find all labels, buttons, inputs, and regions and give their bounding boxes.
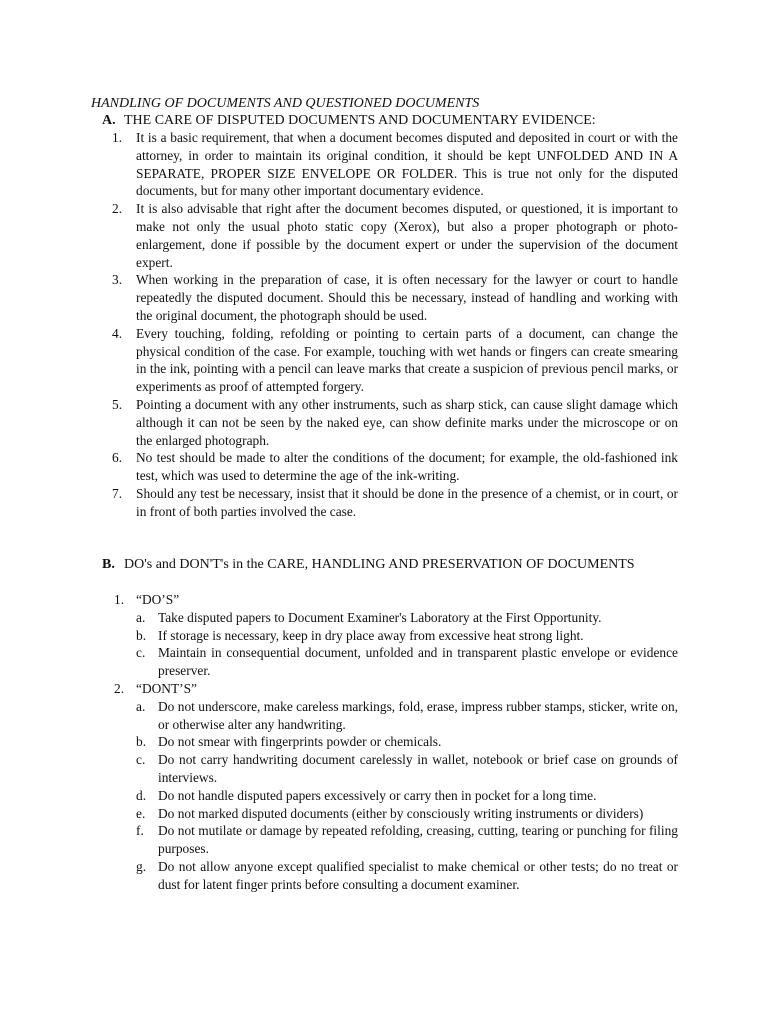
list-item <box>136 858 678 894</box>
document-title: HANDLING OF DOCUMENTS AND QUESTIONED DOCUMENTS <box>91 96 480 111</box>
item-number: 2. <box>112 201 123 217</box>
item-letter: e. <box>136 805 146 821</box>
list-item <box>136 698 678 734</box>
item-letter: d. <box>136 787 147 803</box>
item-text: It is a basic requirement, that when a document becomes disputed and deposited in court or with the attorney, in order to maintain its original condition, it should be kept UNFOLDED AND IN A SEPARATE, PROPER SIZE ENVELOPE OR FOLDER. This is true not only for the disputed documents, but for many other important documentary evidence. <box>136 130 678 199</box>
item-text: Do not carry handwriting document carelessly in wallet, notebook or brief case on grounds of interviews. <box>158 752 678 785</box>
dos-list <box>114 609 678 680</box>
item-letter: f. <box>136 823 144 839</box>
list-item <box>112 325 678 396</box>
item-number: 5. <box>112 396 123 412</box>
section-b-letter: B. <box>102 557 115 572</box>
section-b-heading-text: DO's and DON'T's in the CARE, HANDLING AND PRESERVATION OF DOCUMENTS <box>124 557 635 572</box>
item-letter: c. <box>136 645 146 661</box>
section-a-list <box>112 129 678 521</box>
item-text: Do not underscore, make careless markings, fold, erase, impress rubber stamps, sticker, write on, or otherwise alter any handwriting. <box>158 698 678 732</box>
list-item <box>136 822 678 858</box>
item-number: 3. <box>112 272 123 288</box>
item-number: 1. <box>112 130 123 145</box>
item-text: Pointing a document with any other instruments, such as sharp stick, can cause slight damage which although it can not be seen by the naked eye, can show definite marks under the microscope or on the enlarged photograph. <box>136 396 678 448</box>
section-b-list <box>114 591 678 894</box>
item-text: Maintain in consequential document, unfolded and in transparent plastic envelope or evidence preserver. <box>158 645 678 679</box>
item-letter: b. <box>136 734 147 750</box>
section-b-heading <box>102 556 678 573</box>
item-number: 7. <box>112 485 123 501</box>
item-text: When working in the preparation of case, it is often necessary for the lawyer or court to handle repeatedly the disputed document. Should this be necessary, instead of handling and working with the original document, the photograph should be used. <box>136 272 678 323</box>
item-number: 6. <box>112 450 123 466</box>
item-text: It is also advisable that right after the document becomes disputed, or questioned, it is important to make not only the usual photo static copy (Xerox), but also a proper photograph or photo-enlargement, done if possible by the document expert or under the supervision of the document expert. <box>136 201 678 270</box>
item-text: Take disputed papers to Document Examiner's Laboratory at the First Opportunity. <box>158 609 602 625</box>
list-item <box>136 733 678 751</box>
list-item <box>112 485 678 521</box>
donts-number: 2. <box>114 680 125 696</box>
item-letter: a. <box>136 698 146 714</box>
list-item <box>136 609 678 627</box>
donts-list <box>114 698 678 894</box>
list-item <box>112 396 678 449</box>
item-letter: a. <box>136 609 146 625</box>
section-a-letter: A. <box>102 113 116 128</box>
list-item <box>112 449 678 485</box>
donts-group <box>114 680 678 894</box>
list-item <box>112 200 678 271</box>
section-a-heading <box>102 112 682 129</box>
donts-heading <box>114 680 678 698</box>
item-text: No test should be made to alter the conditions of the document; for example, the old-fashioned ink test, which was used to determine the age of the ink-writing. <box>136 450 678 484</box>
list-item <box>136 787 678 805</box>
dos-number: 1. <box>114 592 125 607</box>
item-letter: g. <box>136 858 147 874</box>
section-a <box>102 112 682 519</box>
item-letter: b. <box>136 627 147 643</box>
dos-heading <box>114 591 678 609</box>
item-number: 4. <box>112 325 123 341</box>
dos-group <box>114 591 678 680</box>
list-item <box>136 627 678 645</box>
dos-label: “DO’S” <box>136 592 180 607</box>
section-b <box>102 556 678 892</box>
item-text: Do not handle disputed papers excessively or carry then in pocket for a long time. <box>158 787 597 803</box>
item-text: Should any test be necessary, insist that it should be done in the presence of a chemist, or in court, or in front of both parties involved the case. <box>136 485 678 519</box>
item-text: Do not mutilate or damage by repeated refolding, creasing, cutting, tearing or punching for filing purposes. <box>158 823 678 857</box>
donts-label: “DONT’S” <box>136 680 197 696</box>
list-item <box>112 271 678 324</box>
item-text: If storage is necessary, keep in dry place away from excessive heat strong light. <box>158 627 584 643</box>
section-a-heading-text: THE CARE OF DISPUTED DOCUMENTS AND DOCUMENTARY EVIDENCE: <box>124 113 596 128</box>
item-text: Do not smear with fingerprints powder or chemicals. <box>158 734 442 750</box>
item-text: Every touching, folding, refolding or pointing to certain parts of a document, can change the physical condition of the case. For example, touching with wet hands or fingers can create smearing in the ink, pointing with a pencil can leave marks that create a suspicion of previous pencil marks, or experiments as proof of attempted forgery. <box>136 325 678 395</box>
item-text: Do not allow anyone except qualified specialist to make chemical or other tests; do no treat or dust for latent finger prints before consulting a document examiner. <box>158 858 678 892</box>
list-item <box>136 751 678 787</box>
item-text: Do not marked disputed documents (either by consciously writing instruments or dividers) <box>158 805 644 821</box>
list-item <box>112 129 678 200</box>
list-item <box>136 644 678 680</box>
list-item <box>136 805 678 823</box>
item-letter: c. <box>136 752 146 768</box>
